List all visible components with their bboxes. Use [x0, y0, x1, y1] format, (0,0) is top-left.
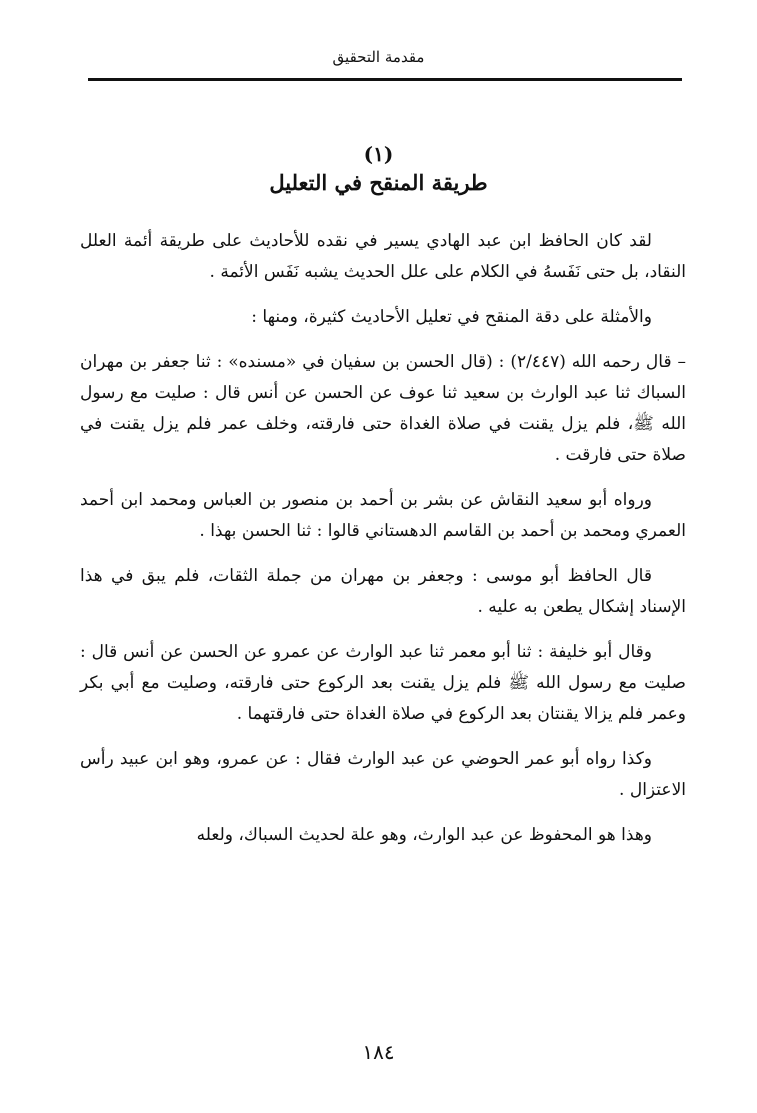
section-title: طريقة المنقح في التعليل [269, 170, 488, 195]
paragraph: وقال أبو خليفة : ثنا أبو معمر ثنا عبد الوارث عن عمرو عن الحسن عن أنس قال : صليت مع رسول الله ﷺ فلم يزل يقنت بعد الركوع حتى فارقته، وصليت مع أبي بكر وعمر فلم يزالا يقنتان بعد الركوع في صلاة الغداة حتى فارقتهما . [80, 642, 686, 724]
page-number: ١٨٤ [362, 1040, 395, 1064]
paragraph: ورواه أبو سعيد النقاش عن بشر بن أحمد بن منصور بن العباس ومحمد ابن أحمد العمري ومحمد بن أحمد بن القاسم الدهستاني قالوا : ثنا الحسن بهذا . [80, 490, 686, 541]
paragraph: وهذا هو المحفوظ عن عبد الوارث، وهو علة لحديث السباك، ولعله [196, 825, 652, 845]
body-text [80, 226, 686, 865]
paragraph: والأمثلة على دقة المنقح في تعليل الأحاديث كثيرة، ومنها : [251, 307, 652, 327]
header-rule [88, 78, 682, 81]
paragraph: – قال رحمه الله (٢/٤٤٧) : (قال الحسن بن سفيان في «مسنده» : ثنا جعفر بن مهران السباك ثنا عبد الوارث بن سعيد ثنا عوف عن الحسن عن أنس قال : صليت مع رسول الله ﷺ، فلم يزل يقنت في صلاة الغداة حتى فارقته، وخلف عمر فلم يزل يقنت في صلاة حتى فارقت . [80, 352, 686, 465]
running-head: مقدمة التحقيق [332, 48, 425, 66]
paragraph: لقد كان الحافظ ابن عبد الهادي يسير في نقده للأحاديث على طريقة أئمة العلل النقاد، بل حتى نَفَسهُ في الكلام على علل الحديث يشبه نَفَس الأئمة . [80, 231, 686, 282]
paragraph: قال الحافظ أبو موسى : وجعفر بن مهران من جملة الثقات، فلم يبق في هذا الإسناد إشكال يطعن به عليه . [80, 566, 686, 617]
paragraph: وكذا رواه أبو عمر الحوضي عن عبد الوارث فقال : عن عمرو، وهو ابن عبيد رأس الاعتزال . [80, 749, 686, 800]
section-number: (١) [363, 142, 394, 166]
